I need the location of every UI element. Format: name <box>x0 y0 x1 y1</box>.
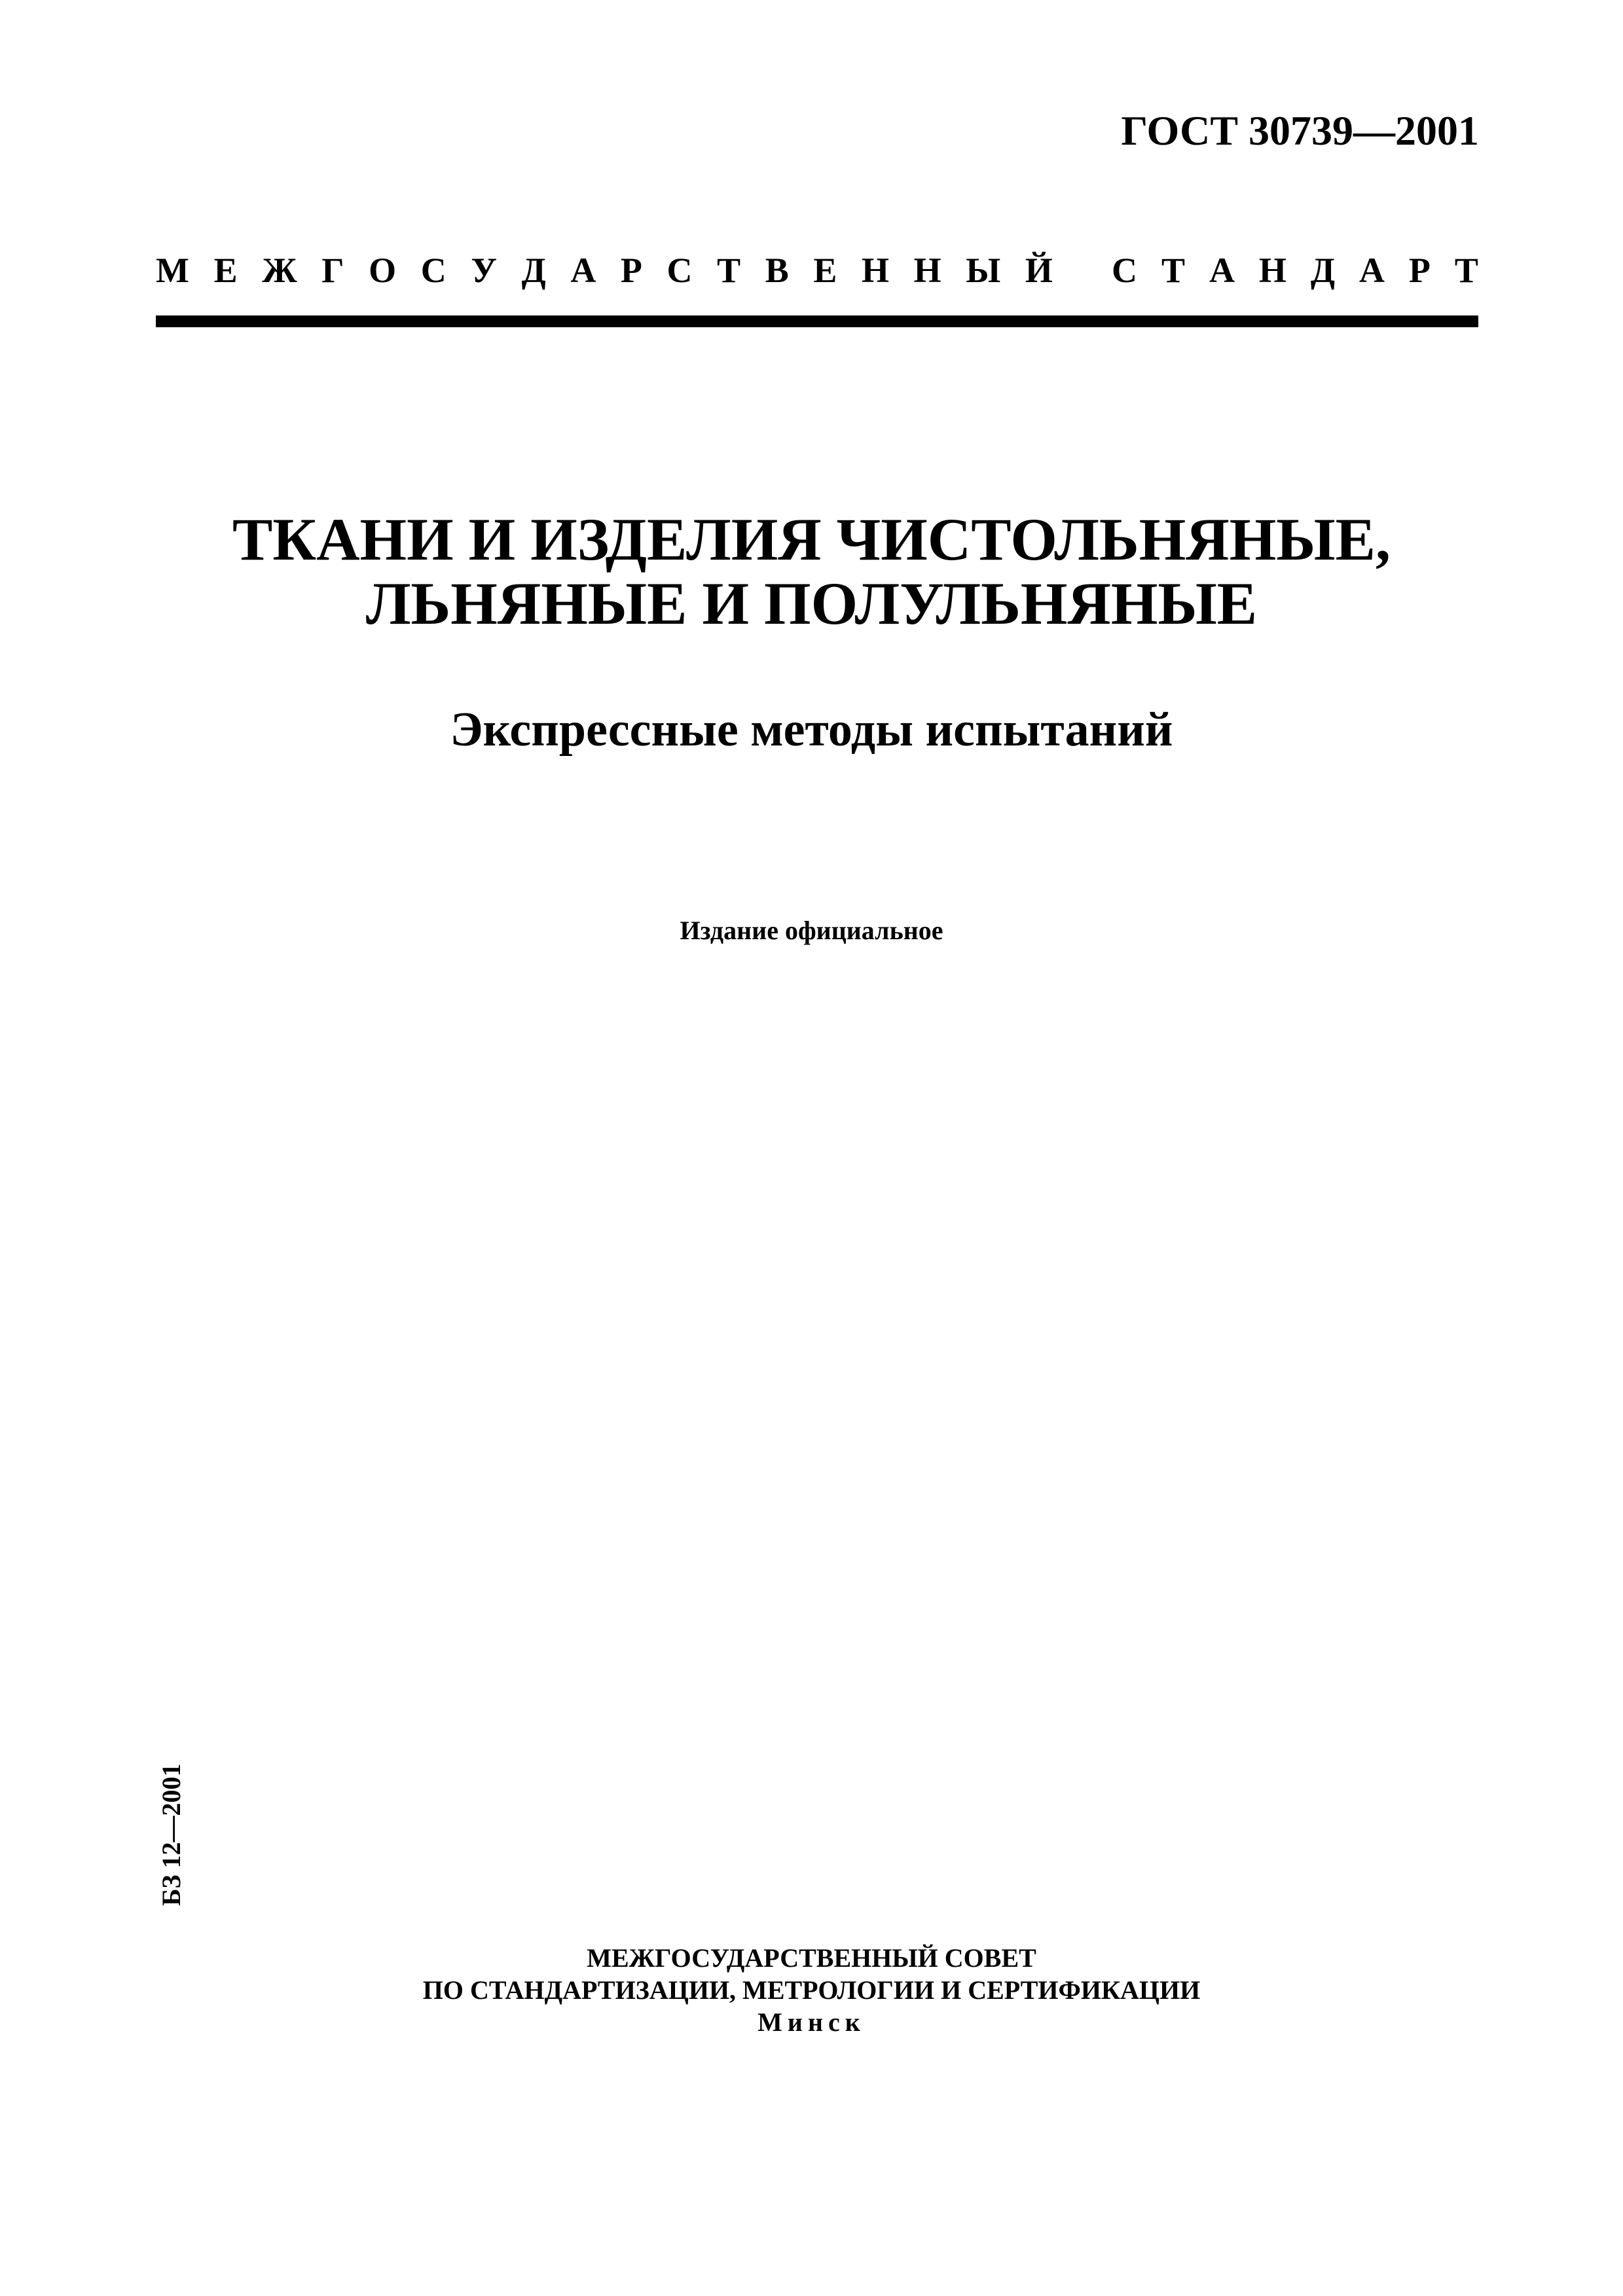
publisher-line: ПО СТАНДАРТИЗАЦИИ, МЕТРОЛОГИИ И СЕРТИФИКАЦИИ <box>422 1975 1201 2005</box>
document-title <box>0 508 1623 636</box>
heading-letter: Ж <box>262 251 297 290</box>
heading-letter: Д <box>521 251 546 290</box>
publisher-line: МЕЖГОСУДАРСТВЕННЫЙ СОВЕТ <box>587 1943 1036 1973</box>
heading-letter: Г <box>321 251 344 290</box>
heading-letter: О <box>369 251 397 290</box>
heading-letter: А <box>1209 251 1235 290</box>
heading-letter: Й <box>1025 251 1053 290</box>
publisher-block <box>0 1943 1623 2038</box>
heading-letter: Н <box>1258 251 1286 290</box>
heading-letter: Т <box>717 251 741 290</box>
heading-letter: В <box>765 251 789 290</box>
heading-word-standard <box>1112 253 1478 288</box>
heading-letter: Н <box>861 251 889 290</box>
heading-letter: Ы <box>966 251 1001 290</box>
heading-letter: Е <box>213 251 238 290</box>
heading-letter: Д <box>1310 251 1336 290</box>
heading-letter: А <box>570 251 596 290</box>
header-divider-rule <box>156 315 1478 327</box>
edition-note: Издание официальное <box>680 916 943 945</box>
heading-letter: Р <box>620 251 642 290</box>
heading-letter: А <box>1359 251 1385 290</box>
standard-number: ГОСТ 30739—2001 <box>1121 107 1479 154</box>
publisher-city: Минск <box>757 2007 866 2037</box>
heading-letter: Н <box>913 251 941 290</box>
heading-letter: М <box>156 251 189 290</box>
heading-letter: С <box>420 251 447 290</box>
heading-letter: У <box>471 251 497 290</box>
heading-letter: Е <box>813 251 837 290</box>
heading-letter: Р <box>1408 251 1431 290</box>
heading-letter: Т <box>1161 251 1185 290</box>
interstate-standard-heading <box>156 253 1478 288</box>
title-line: ЛЬНЯНЫЕ И ПОЛУЛЬНЯНЫЕ <box>365 569 1258 637</box>
heading-letter: С <box>666 251 693 290</box>
document-subtitle: Экспрессные методы испытаний <box>450 703 1173 757</box>
heading-word-interstate <box>156 253 1053 288</box>
heading-letter: Т <box>1454 251 1478 290</box>
heading-letter: С <box>1112 251 1137 290</box>
title-line: ТКАНИ И ИЗДЕЛИЯ ЧИСТОЛЬНЯНЫЕ, <box>232 506 1391 573</box>
side-catalog-code: БЗ 12—2001 <box>156 1763 186 1906</box>
